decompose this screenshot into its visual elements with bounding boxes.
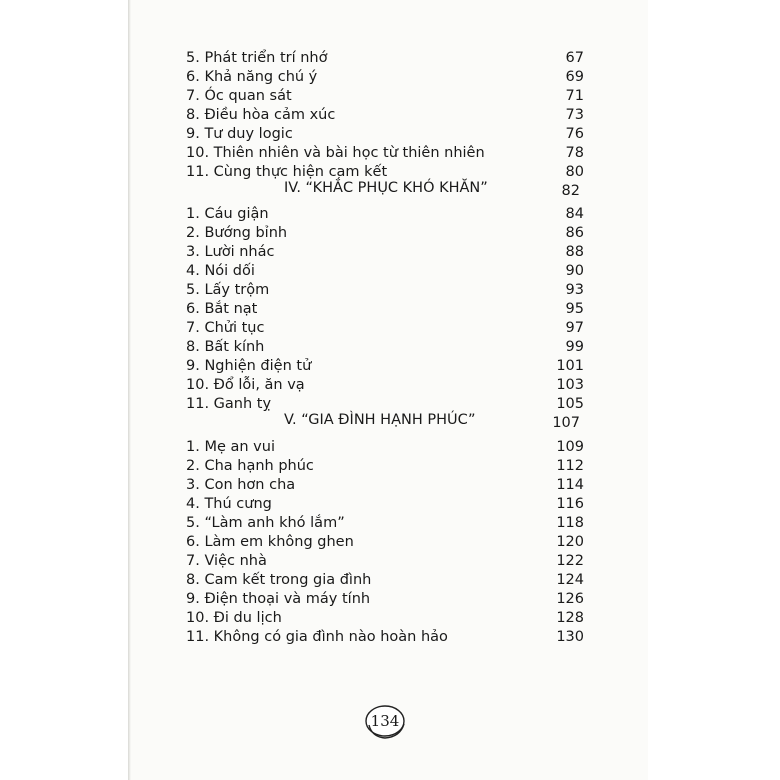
page-edge-shadow bbox=[128, 0, 131, 780]
toc-entry-page: 67 bbox=[565, 50, 584, 66]
toc-entry-title: 5. Lấy trộm bbox=[186, 282, 270, 298]
toc-entry-title: 9. Nghiện điện tử bbox=[186, 358, 312, 374]
section-heading-title: V. “GIA ĐÌNH HẠNH PHÚC” bbox=[284, 412, 476, 428]
toc-entry-page: 126 bbox=[556, 591, 584, 607]
toc-entry-title: 7. Chửi tục bbox=[186, 320, 265, 336]
toc-entry-page: 124 bbox=[556, 572, 584, 588]
toc-entry bbox=[186, 223, 584, 243]
toc-entry-page: 80 bbox=[565, 164, 584, 180]
toc-entry-page: 105 bbox=[556, 396, 584, 412]
toc-entry-page: 93 bbox=[565, 282, 584, 298]
toc-entry-title: 3. Lười nhác bbox=[186, 244, 275, 260]
toc-entry-title: 11. Cùng thực hiện cam kết bbox=[186, 164, 388, 180]
toc-entry-page: 112 bbox=[556, 458, 584, 474]
toc-entry-page: 122 bbox=[556, 553, 584, 569]
toc-entry bbox=[186, 608, 584, 628]
toc-entry-page: 78 bbox=[565, 145, 584, 161]
toc-entry-title: 9. Điện thoại và máy tính bbox=[186, 591, 371, 607]
toc-entry-title: 8. Điều hòa cảm xúc bbox=[186, 107, 336, 123]
toc-entry-title: 6. Làm em không ghen bbox=[186, 534, 354, 550]
toc-entry-title: 11. Không có gia đình nào hoàn hảo bbox=[186, 629, 448, 645]
toc-entry bbox=[186, 86, 584, 106]
toc-entry-title: 4. Thú cưng bbox=[186, 496, 272, 512]
toc-entry-title: 8. Cam kết trong gia đình bbox=[186, 572, 372, 588]
toc-entry-page: 130 bbox=[556, 629, 584, 645]
toc-entry bbox=[186, 318, 584, 338]
toc-entry-title: 8. Bất kính bbox=[186, 339, 265, 355]
toc-entry bbox=[186, 551, 584, 571]
section-heading bbox=[186, 410, 584, 430]
toc-entry bbox=[186, 375, 584, 395]
toc-entry bbox=[186, 48, 584, 68]
toc-entry bbox=[186, 204, 584, 224]
toc-entry-page: 95 bbox=[565, 301, 584, 317]
toc-entry-title: 1. Mẹ an vui bbox=[186, 439, 275, 455]
toc-entry-title: 9. Tư duy logic bbox=[186, 126, 293, 142]
toc-entry-title: 3. Con hơn cha bbox=[186, 477, 296, 493]
section-heading-page: 82 bbox=[561, 183, 580, 199]
toc-entry-page: 97 bbox=[565, 320, 584, 336]
section-heading bbox=[186, 178, 584, 198]
toc-entry bbox=[186, 261, 584, 281]
toc-entry-page: 101 bbox=[556, 358, 584, 374]
toc-entry-title: 10. Đổ lỗi, ăn vạ bbox=[186, 377, 305, 393]
page-number: 134 bbox=[370, 712, 400, 730]
toc-entry bbox=[186, 124, 584, 144]
section-heading-page: 107 bbox=[552, 415, 580, 431]
toc-entry bbox=[186, 494, 584, 514]
toc-entry-page: 103 bbox=[556, 377, 584, 393]
toc-entry-page: 116 bbox=[556, 496, 584, 512]
toc-entry bbox=[186, 67, 584, 87]
toc-entry-title: 7. Óc quan sát bbox=[186, 88, 292, 104]
toc-entry-title: 7. Việc nhà bbox=[186, 553, 267, 569]
toc-entry-page: 120 bbox=[556, 534, 584, 550]
toc-entry bbox=[186, 299, 584, 319]
toc-entry-title: 5. “Làm anh khó lắm” bbox=[186, 515, 345, 531]
toc-entry-page: 69 bbox=[565, 69, 584, 85]
toc-entry-page: 114 bbox=[556, 477, 584, 493]
toc-entry bbox=[186, 589, 584, 609]
toc-entry bbox=[186, 627, 584, 647]
toc-entry-title: 5. Phát triển trí nhớ bbox=[186, 50, 328, 66]
toc-entry-page: 128 bbox=[556, 610, 584, 626]
toc-entry-page: 86 bbox=[565, 225, 584, 241]
toc-entry bbox=[186, 532, 584, 552]
toc-entry-title: 6. Bắt nạt bbox=[186, 301, 258, 317]
toc-entry bbox=[186, 280, 584, 300]
toc-entry-title: 11. Ganh tỵ bbox=[186, 396, 272, 412]
toc-entry bbox=[186, 143, 584, 163]
toc-entry-page: 76 bbox=[565, 126, 584, 142]
toc-entry-title: 4. Nói dối bbox=[186, 263, 255, 279]
section-heading-title: IV. “KHẮC PHỤC KHÓ KHĂN” bbox=[284, 180, 488, 196]
toc-entry-page: 71 bbox=[565, 88, 584, 104]
toc-entry bbox=[186, 105, 584, 125]
toc-entry-title: 10. Đi du lịch bbox=[186, 610, 282, 626]
toc-entry bbox=[186, 513, 584, 533]
toc-entry bbox=[186, 437, 584, 457]
toc-entry bbox=[186, 242, 584, 262]
page-number-badge bbox=[364, 704, 408, 740]
toc-entry bbox=[186, 570, 584, 590]
toc-entry-page: 84 bbox=[565, 206, 584, 222]
toc-entry-page: 109 bbox=[556, 439, 584, 455]
toc-entry-title: 10. Thiên nhiên và bài học từ thiên nhiên bbox=[186, 145, 485, 161]
toc-entry bbox=[186, 475, 584, 495]
toc-entry-page: 90 bbox=[565, 263, 584, 279]
toc-entry bbox=[186, 337, 584, 357]
toc-entry bbox=[186, 356, 584, 376]
toc-entry-title: 2. Cha hạnh phúc bbox=[186, 458, 314, 474]
toc-entry-page: 88 bbox=[565, 244, 584, 260]
toc-entry-page: 99 bbox=[565, 339, 584, 355]
toc-entry-title: 6. Khả năng chú ý bbox=[186, 69, 318, 85]
toc-entry-page: 73 bbox=[565, 107, 584, 123]
toc-entry-page: 118 bbox=[556, 515, 584, 531]
toc-entry bbox=[186, 456, 584, 476]
toc-entry-title: 2. Bướng bỉnh bbox=[186, 225, 288, 241]
toc-entry-title: 1. Cáu giận bbox=[186, 206, 269, 222]
